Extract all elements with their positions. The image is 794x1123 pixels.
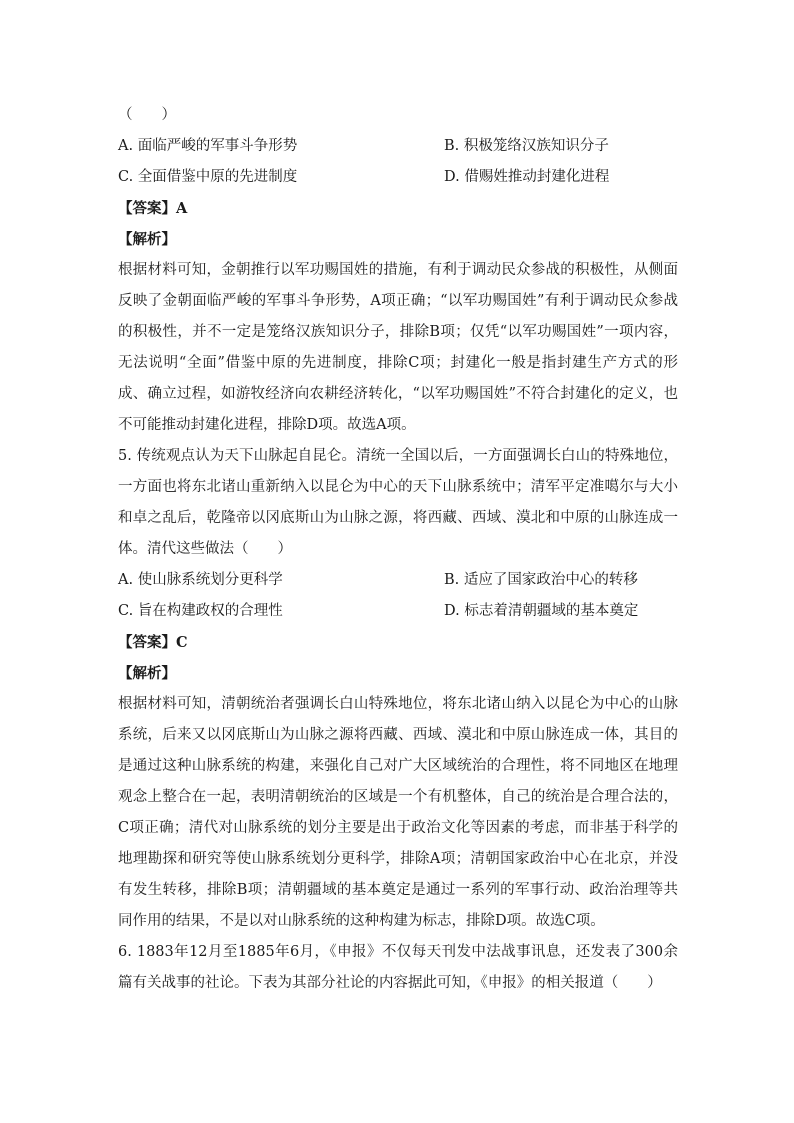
question-6-stem: 6. 1883年12月至1885年6月，《申报》不仅每天刊发中法战事讯息，还发表了300余篇有关战事的社论。下表为其部分社论的内容据此可知，《申报》的相关报道（ ） <box>118 944 678 991</box>
analysis-label: 【解析】 <box>118 231 176 248</box>
option-a: A. 使山脉系统划分更科学 <box>118 572 283 588</box>
document-page <box>118 100 678 999</box>
option-d: D. 借赐姓推动封建化进程 <box>444 169 610 185</box>
option-b: B. 积极笼络汉族知识分子 <box>444 138 609 154</box>
option-c: C. 全面借鉴中原的先进制度 <box>118 169 298 185</box>
option-b: B. 适应了国家政治中心的转移 <box>444 572 638 588</box>
question-5-stem: 5. 传统观点认为天下山脉起自昆仑。清统一全国以后，一方面强调长白山的特殊地位，一方面也将东北诸山重新纳入以昆仑为中心的天下山脉系统中；清军平定准噶尔与大小和卓之乱后，乾隆帝以冈底斯山为山脉之源，将西藏、西域、漠北和中原的山脉连成一体。清代这些做法（ ） <box>118 448 678 557</box>
analysis-label: 【解析】 <box>118 665 176 682</box>
options-row <box>118 162 678 193</box>
options-row <box>118 596 678 627</box>
answer-label: 【答案】C <box>118 634 188 651</box>
option-c: C. 旨在构建政权的合理性 <box>118 603 283 619</box>
option-a: A. 面临严峻的军事斗争形势 <box>118 138 298 154</box>
analysis-text: 根据材料可知，清朝统治者强调长白山特殊地位，将东北诸山纳入以昆仑为中心的山脉系统，后来又以冈底斯山为山脉之源将西藏、西域、漠北和中原山脉连成一体，其目的是通过这种山脉系统的构建，来强化自己对广大区域统治的合理性，将不同地区在地理观念上整合在一起，表明清朝统治的区域是一个有机整体，自己的统治是合理合法的，C项正确；清代对山脉系统的划分主要是出于政治文化等因素的考虑，而非基于科学的地理勘探和研究等使山脉系统划分更科学，排除A项；清朝国家政治中心在北京，并没有发生转移，排除B项；清朝疆域的基本奠定是通过一系列的军事行动、政治治理等共同作用的结果，不是以对山脉系统的这种构建为标志，排除D项。故选C项。 <box>118 696 678 929</box>
options-row <box>118 565 678 596</box>
option-d: D. 标志着清朝疆域的基本奠定 <box>444 603 639 619</box>
question-stem-tail: （ ） <box>118 107 176 123</box>
options-row <box>118 131 678 162</box>
answer-label: 【答案】A <box>118 200 188 217</box>
analysis-text: 根据材料可知，金朝推行以军功赐国姓的措施，有利于调动民众参战的积极性，从侧面反映了金朝面临严峻的军事斗争形势，A项正确；“以军功赐国姓”有利于调动民众参战的积极性，并不一定是笼络汉族知识分子，排除B项；仅凭“以军功赐国姓”一项内容，无法说明“全面”借鉴中原的先进制度，排除C项；封建化一般是指封建生产方式的形成、确立过程，如游牧经济向农耕经济转化，“以军功赐国姓”不符合封建化的定义，也不可能推动封建化进程，排除D项。故选A项。 <box>118 262 678 433</box>
